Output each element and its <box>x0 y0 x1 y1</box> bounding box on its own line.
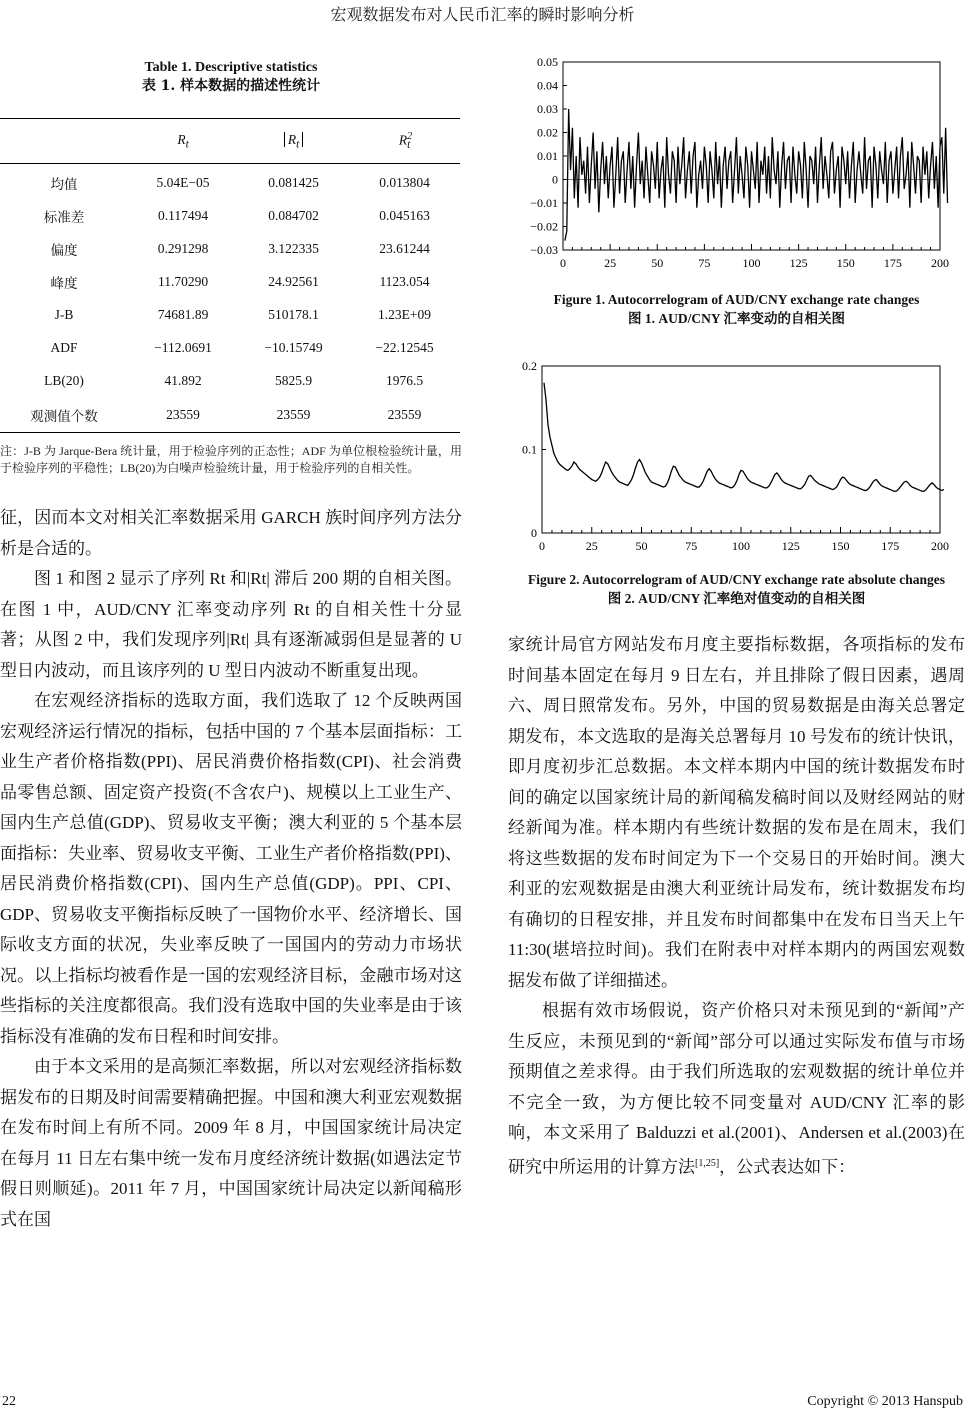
x-tick-label: 50 <box>651 256 664 270</box>
table-cell: 11.70290 <box>157 273 209 289</box>
table-cell: 5.04E−05 <box>156 174 210 190</box>
table-cell: 0.117494 <box>157 207 209 223</box>
paragraph: 征，因而本文对相关汇率数据采用 GARCH 族时间序列方法分析是合适的。 <box>0 508 462 558</box>
table-row <box>0 199 460 232</box>
x-tick-label: 150 <box>836 256 855 270</box>
y-tick-label: 0 <box>552 172 558 187</box>
figure1-svg <box>508 48 965 280</box>
x-tick-label: 175 <box>883 256 902 270</box>
header-abs-rt: $R_t$ <box>238 119 349 164</box>
table-cell: 1.23E+09 <box>378 306 431 322</box>
series-line <box>544 383 944 492</box>
table-row <box>0 397 460 433</box>
x-tick-label: 0 <box>560 256 566 270</box>
x-tick-label: 200 <box>931 256 949 270</box>
figure2-svg <box>508 346 965 562</box>
table-cell: −112.0691 <box>154 339 212 355</box>
figure1-caption-en: Figure 1. Autocorrelogram of AUD/CNY exchange rate changes <box>553 292 920 307</box>
figure2-caption-en: Figure 2. Autocorrelogram of AUD/CNY exchange rate absolute changes <box>527 572 946 587</box>
x-tick-label: 0 <box>539 539 545 553</box>
x-tick-label: 25 <box>585 539 598 553</box>
plot-frame <box>542 366 940 533</box>
table-header-row <box>0 119 460 164</box>
table-row <box>0 232 460 265</box>
table-caption-zh: 表 1. 样本数据的描述性统计 <box>141 78 321 94</box>
x-tick-label: 125 <box>789 256 808 270</box>
table-cell: 1123.054 <box>379 273 430 289</box>
figure2-caption-zh: 图 2. AUD/CNY 汇率绝对值变动的自相关图 <box>607 591 866 606</box>
paragraph: 由于本文采用的是高频汇率数据，所以对宏观经济指标数据发布的日期及时间需要精确把握。中国和澳大利亚宏观数据在发布时间上有所不同。2009 年 8 月，中国国家统计局决定在每月 11 日左右集中统一发布月度经济统计数据(如遇法定节假日则顺延)。2011 年 7 月，中国国家统计局决定以新闻稿形式在国 <box>0 1057 462 1229</box>
x-tick-label: 75 <box>685 539 698 553</box>
y-tick-label: 0.03 <box>537 102 558 116</box>
y-tick-label: 0 <box>531 526 537 540</box>
page-number: 22 <box>2 1394 16 1409</box>
table-cell: 0.084702 <box>268 207 319 223</box>
x-tick-label: 150 <box>831 539 850 553</box>
paragraph: 在宏观经济指标的选取方面，我们选取了 12 个反映两国宏观经济运行情况的指标，包括中国的 7 个基本层面指标：工业生产者价格指数(PPI)、居民消费价格指数(CPI)、社会消费品零售总额、固定资产投资(不含农户)、规模以上工业生产、国内生产总值(GDP)、贸易收支平衡；澳大利亚的 5 个基本层面指标：失业率、贸易收支平衡、工业生产者价格指数(PPI)、居民消费价格指数(CPI)、国内生产总值(GDP)。PPI、CPI、GDP、贸易收支平衡指标反映了一国物价水平、经济增长、国际收支方面的状况，失业率反映了一国国内的劳动力市场状况。以上指标均被看作是一国的宏观经济目标，金融市场对这些指标的关注度都很高。我们没有选取中国的失业率是由于该指标没有准确的发布日程和时间安排。 <box>0 691 462 1046</box>
table-row <box>0 331 460 364</box>
x-tick-label: 200 <box>931 539 949 553</box>
table-cell: 0.291298 <box>157 240 209 256</box>
table-body <box>0 164 460 433</box>
table-cell: 5825.9 <box>274 372 313 388</box>
series-line <box>565 109 948 241</box>
paragraph: 图 1 和图 2 显示了序列 Rt 和|Rt| 滞后 200 期的自相关图。在图 1 中，AUD/CNY 汇率变动序列 Rt 的自相关性十分显著；从图 2 中，我们发现序列|Rt| 具有逐渐减弱但是显著的 U 型日内波动，而且该序列的 U 型日内波动不断重复出现。 <box>0 569 462 680</box>
row-label: 观测值个数 <box>0 397 128 433</box>
table-cell: 74681.89 <box>157 306 209 322</box>
x-tick-label: 100 <box>732 539 750 553</box>
x-tick-label: 50 <box>635 539 648 553</box>
table-cell: 0.081425 <box>268 174 319 190</box>
x-tick-label: 75 <box>698 256 711 270</box>
x-tick-label: 125 <box>781 539 800 553</box>
y-tick-label: 0.01 <box>537 149 558 163</box>
y-tick-label: −0.03 <box>530 243 558 257</box>
left-body-text <box>0 503 462 1235</box>
table-cell: −22.12545 <box>375 339 434 355</box>
table-note: 注：J-B 为 Jarque-Bera 统计量，用于检验序列的正态性；ADF 为单位根检验统计量，用于检验序列的平稳性；LB(20)为白噪声检验统计量，用于检验序列的自相关性。 <box>0 444 462 475</box>
table-cell: 1976.5 <box>385 372 424 388</box>
table-row <box>0 364 460 397</box>
table-cell: 0.013804 <box>379 174 430 190</box>
table-cell: −10.15749 <box>264 339 323 355</box>
y-tick-label: 0.02 <box>537 125 558 140</box>
x-tick-label: 175 <box>881 539 900 553</box>
citation: [1,25] <box>695 1157 720 1169</box>
row-label: 标准差 <box>43 209 85 225</box>
table-cell: 23559 <box>128 397 238 433</box>
y-tick-label: −0.02 <box>530 219 558 234</box>
header-rt-squared: $R^2_t$ <box>349 119 460 164</box>
header-blank <box>0 119 128 164</box>
y-tick-label: 0.04 <box>537 78 558 93</box>
running-title: 宏观数据发布对人民币汇率的瞬时影响分析 <box>330 5 635 24</box>
table-cell: 510178.1 <box>268 306 319 322</box>
table-cell: 23559 <box>238 397 349 433</box>
descriptive-stats-table <box>0 118 460 433</box>
row-label: 偏度 <box>50 242 78 258</box>
right-column <box>508 48 965 1183</box>
row-label: ADF <box>50 339 78 355</box>
row-label: 峰度 <box>50 275 78 291</box>
paragraph: 家统计局官方网站发布月度主要指标数据，各项指标的发布时间基本固定在每月 9 日左右，并且排除了假日因素，遇周六、周日照常发布。另外，中国的贸易数据是由海关总署定期发布，本文选取的是海关总署每月 10 号发布的统计快讯，即月度初步汇总数据。本文样本期内中国的统计数据发布时间的确定以国家统计局的新闻稿发稿时间以及财经网站的财经新闻为准。样本期内有些统计数据的发布是在周末，我们将这些数据的发布时间定为下一个交易日的开始时间。澳大利亚的宏观数据是由澳大利亚统计局发布，统计数据发布均有确切的日程安排，并且发布时间都集中在发布日当天上午 11:30(堪培拉时间)。我们在附表中对样本期内的两国宏观数据发布做了详细描述。 <box>508 635 965 990</box>
right-body-text <box>508 630 965 1183</box>
table-row <box>0 164 460 200</box>
paragraph: 根据有效市场假说，资产价格只对未预见到的“新闻”产生反应，未预见到的“新闻”部分可以通过实际发布值与市场预期值之差求得。由于我们所选取的宏观数据的统计单位并不完全一致，为方便比较不同变量对 AUD/CNY 汇率的影响，本文采用了 Balduzzi et al.(2001)、Andersen et al.(2003)在研究中所运用的计算方法[1,25]，公式表达如下： <box>508 1001 965 1177</box>
figure1-chart <box>508 48 965 280</box>
y-tick-label: 0.2 <box>522 359 537 373</box>
figure2-chart <box>508 346 965 562</box>
y-tick-label: 0.1 <box>522 442 537 457</box>
copyright: Copyright © 2013 Hanspub <box>807 1394 963 1409</box>
table-cell: 3.122335 <box>268 240 319 256</box>
header-rt: $R_t$ <box>128 119 238 164</box>
x-tick-label: 25 <box>604 256 617 270</box>
table-cell: 23559 <box>349 397 460 433</box>
table-cell: 23.61244 <box>379 240 430 256</box>
left-column <box>0 48 462 1235</box>
table-cell: 24.92561 <box>268 273 319 289</box>
table-row <box>0 265 460 298</box>
table-cell: 0.045163 <box>379 207 430 223</box>
row-label: 均值 <box>50 176 78 192</box>
table-row <box>0 298 460 331</box>
row-label: LB(20) <box>44 372 84 388</box>
y-tick-label: 0.05 <box>537 55 558 69</box>
row-label: J-B <box>54 306 74 322</box>
table-cell: 41.892 <box>164 372 202 388</box>
figure1-caption-zh: 图 1. AUD/CNY 汇率变动的自相关图 <box>628 311 845 326</box>
y-tick-label: −0.01 <box>530 196 558 210</box>
table-caption-en: Table 1. Descriptive statistics <box>144 60 318 75</box>
x-tick-label: 100 <box>742 256 761 270</box>
